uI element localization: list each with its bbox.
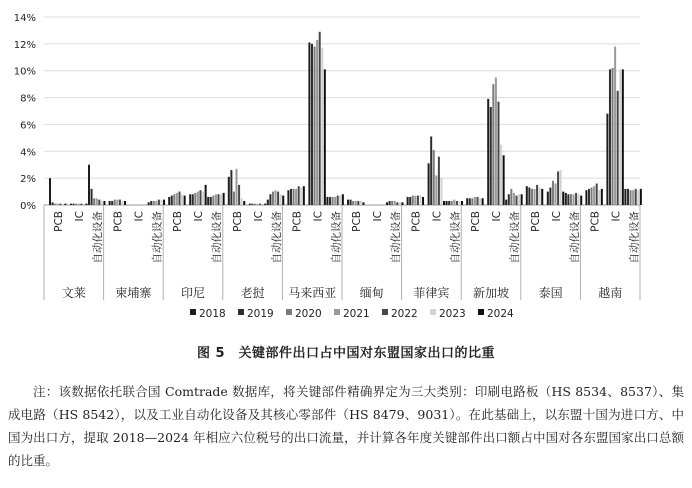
bar — [178, 192, 180, 205]
sub-category-label: 自动化设备 — [568, 211, 581, 264]
bar — [80, 204, 82, 205]
bar — [360, 201, 362, 205]
bar — [264, 204, 266, 205]
bar — [461, 201, 463, 205]
bar — [575, 193, 577, 205]
sub-category-label: IC — [252, 211, 265, 222]
bar — [321, 48, 323, 205]
bar — [230, 170, 232, 205]
bar — [503, 155, 505, 205]
bar — [510, 189, 512, 205]
bar — [591, 188, 593, 205]
bar — [469, 198, 471, 205]
bar — [220, 194, 222, 205]
bar — [73, 204, 75, 205]
sub-category-label: IC — [610, 211, 623, 222]
bar — [316, 40, 318, 205]
bar — [173, 194, 175, 205]
bar — [617, 91, 619, 205]
bar — [531, 189, 533, 205]
bar — [332, 197, 334, 205]
bar — [596, 184, 598, 205]
bar — [207, 197, 209, 205]
bar — [438, 157, 440, 205]
y-tick-label: 14% — [13, 13, 36, 24]
bar — [163, 200, 165, 205]
bar — [168, 197, 170, 205]
bar — [541, 189, 543, 205]
bar — [181, 194, 183, 205]
bar — [303, 186, 305, 205]
bar — [487, 99, 489, 205]
bar — [228, 177, 230, 205]
legend-swatch — [190, 309, 196, 315]
sub-category-label: IC — [312, 211, 325, 222]
bar — [578, 194, 580, 205]
sub-category-label: 自动化设备 — [151, 211, 164, 264]
bar — [526, 186, 528, 205]
bar — [293, 189, 295, 205]
bar — [64, 204, 66, 205]
bar — [557, 171, 559, 205]
country-label: 越南 — [598, 286, 623, 300]
bar — [287, 190, 289, 205]
bar — [612, 68, 614, 205]
bar — [114, 200, 116, 205]
bar — [243, 201, 245, 205]
bar — [492, 84, 494, 205]
sub-category-label: 自动化设备 — [92, 211, 104, 264]
bar — [606, 114, 608, 205]
bar — [419, 196, 421, 205]
bar — [326, 197, 328, 205]
bar — [124, 201, 126, 205]
bar — [49, 178, 51, 205]
bar — [640, 189, 642, 205]
bar — [119, 200, 121, 205]
bar — [215, 194, 217, 205]
bar — [430, 137, 432, 205]
sub-category-label: PCB — [410, 211, 423, 232]
sub-category-label: PCB — [351, 211, 363, 232]
bar — [490, 107, 492, 205]
sub-category-label: 自动化设备 — [628, 211, 641, 264]
bar — [88, 165, 90, 205]
bar — [476, 197, 478, 205]
bar — [300, 188, 302, 205]
bar — [212, 196, 214, 205]
bar — [552, 181, 554, 205]
sub-category-label: IC — [491, 211, 504, 222]
bar — [495, 77, 497, 205]
bar — [311, 44, 313, 205]
bar — [52, 202, 54, 205]
sub-category-label: IC — [550, 211, 563, 222]
bar — [78, 204, 80, 205]
bar — [334, 197, 336, 205]
bar — [342, 194, 344, 205]
bar — [111, 201, 113, 205]
bar — [534, 189, 536, 205]
bar — [350, 200, 352, 205]
bar — [282, 196, 284, 205]
bar — [433, 150, 435, 205]
bar — [295, 189, 297, 205]
bar — [401, 202, 403, 205]
bar — [567, 194, 569, 205]
sub-category-label: IC — [133, 211, 146, 222]
bar — [249, 204, 251, 205]
sub-category-label: 自动化设备 — [211, 211, 224, 264]
sub-category-label: 自动化设备 — [270, 211, 283, 264]
bar — [269, 194, 271, 205]
y-tick-label: 10% — [13, 66, 36, 78]
legend-label: 2022 — [391, 308, 418, 320]
bar — [440, 178, 442, 205]
bar — [59, 204, 61, 205]
country-label: 泰国 — [538, 286, 563, 300]
bar — [93, 198, 95, 205]
bar — [409, 197, 411, 205]
bar — [562, 192, 564, 205]
bar — [435, 175, 437, 205]
bar — [417, 196, 419, 205]
legend-label: 2019 — [247, 308, 274, 320]
bar — [339, 196, 341, 205]
bar — [355, 201, 357, 205]
bar — [257, 204, 259, 205]
bar — [547, 192, 549, 205]
bar — [101, 201, 103, 205]
bar — [236, 169, 238, 205]
bar — [389, 201, 391, 205]
y-tick-label: 6% — [20, 120, 36, 132]
bar — [362, 202, 364, 205]
bar — [192, 194, 194, 205]
bar — [116, 200, 118, 205]
bar — [560, 170, 562, 205]
y-tick-label: 4% — [20, 147, 36, 159]
sub-category-label: 自动化设备 — [330, 211, 343, 264]
bar — [412, 196, 414, 205]
bar — [593, 186, 595, 205]
bar — [536, 185, 538, 205]
bar — [184, 196, 186, 205]
bar — [471, 198, 473, 205]
bar — [290, 189, 292, 205]
bar — [202, 192, 204, 205]
bar — [518, 194, 520, 205]
bar — [428, 163, 430, 205]
bar — [91, 189, 93, 205]
bar — [251, 204, 253, 205]
sub-category-label: PCB — [291, 211, 304, 232]
sub-category-label: 自动化设备 — [390, 211, 402, 264]
bar — [396, 202, 398, 205]
bar — [70, 204, 72, 205]
bar — [153, 201, 155, 205]
bar — [259, 204, 261, 205]
bar — [85, 204, 87, 205]
bar — [57, 204, 59, 205]
country-label: 缅甸 — [359, 286, 384, 300]
sub-category-label: PCB — [172, 211, 185, 232]
sub-category-label: PCB — [53, 211, 65, 232]
bar — [280, 194, 282, 205]
bar — [451, 201, 453, 205]
sub-category-label: IC — [74, 211, 86, 222]
bar — [96, 198, 98, 205]
country-label: 菲律宾 — [413, 286, 450, 300]
y-tick-label: 12% — [13, 39, 36, 51]
bar — [497, 102, 499, 205]
bar — [624, 189, 626, 205]
country-label: 老挝 — [240, 286, 265, 300]
legend-swatch — [478, 309, 484, 315]
y-tick-label: 0% — [20, 201, 36, 212]
bar — [515, 196, 517, 205]
bar — [109, 201, 111, 205]
bar — [352, 201, 354, 205]
sub-category-label: PCB — [470, 211, 483, 232]
figure-note: 注：该数据依托联合国 Comtrade 数据库，将关键部件精确界定为三大类别：印刷电路板（HS 8534、8537）、集成电路（HS 8542），以及工业自动化设备及其核心零部件（HS 8479、9031）。在此基础上，以东盟十国为进口方、中国为出口方，提取 2018—2024 年相应六位税号的出口流量，并计算各年度关键部件出口额占中国对各东盟国家出口总额的比重。 — [8, 384, 684, 468]
sub-category-label: PCB — [529, 211, 542, 232]
bar — [171, 196, 173, 205]
bar — [194, 193, 196, 205]
sub-category-label: PCB — [589, 211, 602, 232]
legend-swatch — [430, 309, 436, 315]
bar — [386, 202, 388, 205]
bar — [176, 193, 178, 205]
bar — [565, 193, 567, 205]
bar — [267, 200, 269, 205]
bar — [223, 193, 225, 205]
bar — [308, 43, 310, 205]
bar — [98, 200, 100, 205]
bar — [241, 198, 243, 205]
bar — [479, 198, 481, 205]
bar — [155, 201, 157, 205]
bar — [103, 201, 105, 205]
bar — [422, 197, 424, 205]
bar — [637, 190, 639, 205]
bar — [627, 189, 629, 205]
bar — [521, 194, 523, 205]
sub-category-label: 自动化设备 — [509, 211, 522, 264]
country-label: 马来西亚 — [288, 286, 337, 300]
bar — [448, 201, 450, 205]
bar — [121, 201, 123, 205]
bar — [585, 190, 587, 205]
bar — [407, 197, 409, 205]
country-label: 柬埔寨 — [115, 286, 152, 300]
sub-category-label: IC — [193, 211, 206, 222]
bar — [75, 204, 77, 205]
y-tick-label: 2% — [20, 174, 36, 186]
bar — [357, 201, 359, 205]
bar — [238, 185, 240, 205]
bar — [619, 69, 621, 205]
bar — [337, 196, 339, 205]
legend-label: 2021 — [343, 308, 370, 320]
bar — [324, 69, 326, 205]
bar — [466, 198, 468, 205]
bar — [329, 197, 331, 205]
bar — [254, 204, 256, 205]
bar — [298, 186, 300, 205]
figure-caption: 图 5 关键部件出口占中国对东盟国家出口的比重 — [196, 346, 496, 361]
bar — [508, 194, 510, 205]
bar — [205, 185, 207, 205]
bar — [528, 188, 530, 205]
bar — [601, 189, 603, 205]
sub-category-label: PCB — [231, 210, 244, 232]
bar — [446, 201, 448, 205]
legend-label: 2023 — [439, 308, 466, 320]
bar — [62, 204, 64, 205]
bar — [391, 201, 393, 205]
bar — [319, 32, 321, 205]
bar — [598, 190, 600, 205]
bar — [158, 200, 160, 205]
bar — [54, 204, 56, 205]
bar — [199, 190, 201, 205]
bar — [414, 196, 416, 205]
bar — [160, 200, 162, 205]
bar — [277, 192, 279, 205]
bar — [630, 190, 632, 205]
bar — [580, 196, 582, 205]
bar — [573, 194, 575, 205]
sub-category-label: 自动化设备 — [449, 211, 462, 264]
country-label: 文莱 — [61, 286, 86, 300]
bar — [456, 201, 458, 205]
bar — [622, 69, 624, 205]
bar — [632, 190, 634, 205]
y-tick-label: 8% — [20, 93, 36, 105]
bar — [150, 201, 152, 205]
sub-category-label: PCB — [112, 211, 125, 232]
bar — [275, 190, 277, 205]
sub-category-label: IC — [431, 211, 444, 222]
legend-swatch — [286, 309, 292, 315]
bar — [233, 192, 235, 205]
bar — [197, 192, 199, 205]
bar — [217, 194, 219, 205]
bar — [513, 193, 515, 205]
country-label: 新加坡 — [472, 286, 510, 300]
bar — [539, 188, 541, 205]
bar — [394, 201, 396, 205]
bar — [635, 189, 637, 205]
sub-category-label: IC — [372, 211, 384, 222]
bar — [474, 197, 476, 205]
bar — [314, 47, 316, 205]
legend-swatch — [382, 309, 388, 315]
bar — [210, 197, 212, 205]
legend-label: 2018 — [199, 308, 226, 320]
bar — [148, 202, 150, 205]
bar — [588, 189, 590, 205]
bar — [347, 200, 349, 205]
legend-swatch — [238, 309, 244, 315]
bar — [453, 200, 455, 205]
bar — [570, 194, 572, 205]
bar — [443, 201, 445, 205]
bar — [549, 188, 551, 205]
bar — [505, 200, 507, 205]
bar — [614, 47, 616, 205]
legend-label: 2020 — [295, 308, 322, 320]
legend-swatch — [334, 309, 340, 315]
bar — [555, 184, 557, 205]
bar — [458, 201, 460, 205]
legend-label: 2024 — [487, 308, 514, 320]
bar — [500, 145, 502, 205]
bar — [609, 69, 611, 205]
country-label: 印尼 — [180, 286, 206, 300]
bar — [272, 192, 274, 205]
bar — [482, 198, 484, 205]
bar — [399, 202, 401, 205]
bar — [189, 194, 191, 205]
